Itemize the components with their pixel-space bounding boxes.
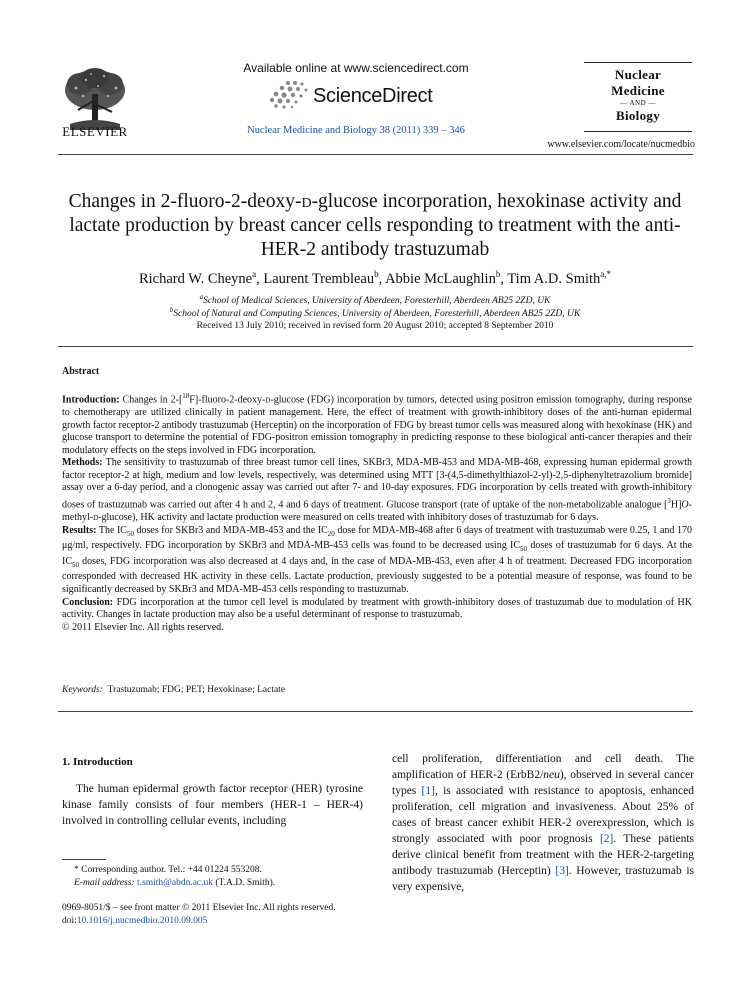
author-name[interactable]: Abbie McLaughlin	[385, 270, 496, 287]
article-title: Changes in 2-fluoro-2-deoxy-d-glucose incorporation, hexokinase activity and lactate production by breast cancer cells responding to treatment with the anti-HER-2 antibody trastuzumab	[68, 191, 682, 260]
reference-link[interactable]: [2]	[599, 833, 614, 845]
abstract-copyright: © 2011 Elsevier Inc. All rights reserved.	[62, 621, 224, 633]
journal-url[interactable]: www.elsevier.com/locate/nucmedbio	[547, 139, 695, 150]
email-line: E-mail address: t.smith@abdn.ac.uk (T.A.D. Smith).	[74, 878, 276, 888]
sciencedirect-wordmark: ScienceDirect	[313, 85, 433, 107]
abstract-conclusion: Conclusion: FDG incorporation at the tumor cell level is modulated by treatment with growth-inhibitory doses of trastuzumab due to modulation of HK activity. Changes in lactate production may also be a useful determinant of response to trastuzumab.	[62, 596, 692, 621]
abstract-body	[62, 390, 692, 634]
journal-logo-line1: Nuclear	[614, 67, 662, 82]
doi-line: doi:10.1016/j.nucmedbio.2010.09.005	[62, 916, 208, 926]
header-divider	[58, 154, 693, 155]
abstract-methods: Methods: The sensitivity to trastuzumab of three breast tumor cell lines, SKBr3, MDA-MB-453 and MDA-MB-468, expressing human epidermal growth factor receptor-2 at high, medium and low levels, respectively, was determined using MTT [3-(4,5-dimethylthiazol-2-yl)-2,5-diphenyltetrazolium bromide] assay over a 6-day period, and a clonogenic assay was carried out after 7- and 10-day exposures. FDG incorporation by cells treated with growth-inhibitory doses of trastuzumab was carried out after 4 h and 2, 4 and 6 days of treatment. Glucose transport (rate of uptake of the non-metabolizable analogue [$^3$H]O-methyl-d-glucose), HK activity and lactate production were measured on cells treated with inhibitory doses of trastuzumab for 6 days.	[62, 457, 692, 523]
received-dates: Received 13 July 2010; received in revised form 20 August 2010; accepted 8 September 2010	[196, 321, 554, 331]
keywords: Keywords: Trastuzumab; FDG; PET; Hexokinase; Lactate	[62, 685, 286, 695]
abstract-divider	[58, 711, 693, 712]
reference-link[interactable]: [1]	[421, 785, 435, 797]
intro-paragraph-right: cell proliferation, differentiation and cell death. The amplification of HER-2 (ErbB2/neu), observed in several cancer types [1], is associated with resistance to apoptosis, enhanced proliferation, cell migration and invasiveness. About 25% of cases of breast cancer exhibit HER-2 overexpression, which is strongly associated with poor prognosis [2]. These patients derive clinical benefit from treatment with the HER-2-targeting antibody trastuzumab (Herceptin) [3]. However, trastuzumab is very expensive,	[392, 753, 694, 893]
abstract-heading: Abstract	[62, 366, 100, 377]
journal-citation[interactable]: Nuclear Medicine and Biology 38 (2011) 339 – 346	[247, 125, 465, 136]
affiliation-a: $^a$School of Medical Sciences, University of Aberdeen, Foresterhill, Aberdeen AB25 2ZD, UK	[199, 293, 551, 307]
affiliation-b: $^b$School of Natural and Computing Sciences, University of Aberdeen, Foresterhill, Aberdeen AB25 2ZD, UK	[169, 306, 581, 320]
email-link[interactable]: t.smith@abdn.ac.uk	[136, 878, 214, 888]
journal-logo-line3: Biology	[616, 108, 660, 123]
author-name[interactable]: Tim A.D. Smith	[507, 270, 601, 287]
journal-logo	[584, 62, 692, 132]
journal-logo-and: — AND —	[620, 99, 656, 107]
publisher-name: ELSEVIER	[62, 124, 128, 139]
abstract-introduction: Introduction: Changes in 2-[$^{18}$F]-fluoro-2-deoxy-d-glucose (FDG) incorporation by tumors, detected using positron emission tomography, during response to chemotherapy are utilized clinically in patient management. Here, the effect of treatment with growth-inhibitory doses of the anti-human epidermal growth factor receptor-2 antibody trastuzumab (Herceptin) on the incorporation of FDG by breast tumor cells was measured along with hexokinase (HK) and glucose transport to determine the potential of FDG-positron emission tomography in predicting response to these biological anti-cancer therapies and their modulatory effects on the steps involved in FDG incorporation.	[62, 392, 692, 456]
available-online-text[interactable]: Available online at www.sciencedirect.com	[243, 61, 469, 75]
footnote-divider	[62, 859, 106, 860]
doi-link[interactable]: 10.1016/j.nucmedbio.2010.09.005	[76, 916, 208, 926]
title-divider	[58, 346, 693, 347]
issn-line: 0969-8051/$ – see front matter © 2011 Elsevier Inc. All rights reserved.	[62, 903, 336, 913]
abstract-results: Results: The $IC_{50}$ doses for SKBr3 and MDA-MB-453 and the $IC_{20}$ dose for MDA-MB-468 after 6 days of treatment with trastuzumab were 0.25, 1 and 170 μg/ml, respectively. FDG incorporation by SKBr3 and MDA-MB-453 cells was found to be decreased using $IC_{50}$ doses of trastuzumab for 6 days. At the $IC_{50}$ doses, FDG incorporation was also decreased at 4 days and, in the case of MDA-MB-453, even after 4 h of treatment. Decreased FDG incorporation corresponded with decreased HK activity in these cells. Lactate production, previously suggested to be a potential measure of response, was found to be significantly decreased by SKBr3 and MDA-MB-453 cells responding to trastuzumab.	[62, 524, 692, 595]
intro-paragraph-left: The human epidermal growth factor receptor (HER) tyrosine kinase family consists of four members (HER-1 – HER-4) involved in controlling cellular events, including	[62, 783, 363, 827]
reference-link[interactable]: [3]	[555, 865, 569, 877]
author-name[interactable]: Laurent Trembleau	[263, 270, 375, 287]
journal-logo-line2: Medicine	[611, 83, 665, 98]
section-heading-introduction: 1. Introduction	[62, 756, 133, 768]
corresponding-author: * Corresponding author. Tel.: +44 01224 553208.	[74, 865, 262, 875]
author-list: Richard W. Cheyne$^a$, Laurent Trembleau$^b$, Abbie McLaughlin$^b$, Tim A.D. Smith$^{a,*}$	[138, 269, 612, 287]
author-name[interactable]: Richard W. Cheyne	[138, 270, 253, 287]
